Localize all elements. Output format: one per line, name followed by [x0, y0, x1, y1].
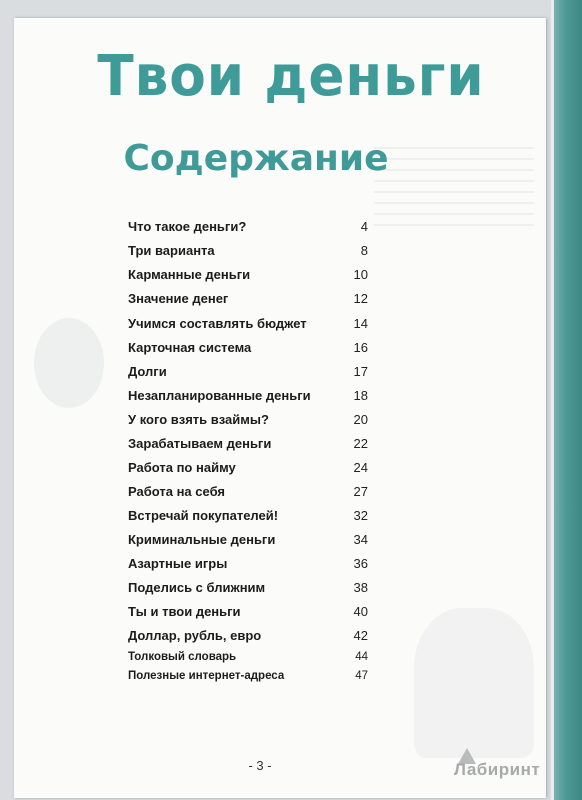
toc-entry[interactable]: [128, 604, 368, 626]
toc-entry-label: Карманные деньги: [128, 267, 251, 282]
toc-entry-page: 24: [353, 460, 368, 475]
toc-entry-page: 16: [353, 340, 368, 355]
toc-entry-page: 18: [353, 388, 368, 403]
toc-entry-page: 36: [353, 556, 368, 571]
bleed-through-shape: [414, 608, 534, 758]
toc-entry[interactable]: [128, 460, 368, 482]
toc-entry-page: 42: [353, 628, 368, 643]
toc-entry-label: Полезные интернет-адреса: [128, 670, 285, 682]
toc-entry[interactable]: [128, 340, 368, 362]
toc-entry-label: Значение денег: [128, 291, 229, 306]
toc-entry[interactable]: [128, 532, 368, 554]
toc-entry-page: 8: [360, 243, 368, 258]
book-binding: [552, 0, 582, 800]
toc-entry-page: 32: [353, 508, 368, 523]
toc-entry-page: 20: [353, 412, 368, 427]
toc-entry-label: Учимся составлять бюджет: [128, 316, 307, 331]
toc-entry-label: Незапланированные деньги: [128, 388, 311, 403]
toc-entry[interactable]: [128, 267, 368, 289]
toc-entry-label: Азартные игры: [128, 556, 228, 571]
toc-entry-label: Долги: [128, 364, 167, 379]
toc-entry-page: 10: [353, 267, 368, 282]
toc-entry[interactable]: [128, 580, 368, 602]
toc-entry-label: Толковый словарь: [128, 651, 237, 663]
toc-entry-label: Поделись с ближним: [128, 580, 266, 595]
toc-entry-label: Доллар, рубль, евро: [128, 628, 262, 643]
toc-entry-page: 14: [353, 316, 368, 331]
contents-heading: Содержание: [123, 138, 389, 179]
toc-entry-label: Зарабатываем деньги: [128, 436, 272, 451]
toc-entry-label: Ты и твои деньги: [128, 604, 241, 619]
toc-entry-label: Что такое деньги?: [128, 219, 247, 234]
toc-entry[interactable]: [128, 436, 368, 458]
toc-entry-label: Криминальные деньги: [128, 532, 276, 547]
toc-entry-page: 4: [360, 219, 368, 234]
toc-entry-label: У кого взять взаймы?: [128, 412, 269, 427]
toc-entry-page: 44: [355, 651, 368, 663]
toc-entry-label: Работа на себя: [128, 484, 226, 499]
toc-entry-page: 40: [353, 604, 368, 619]
toc-entry[interactable]: [128, 364, 368, 386]
bleed-through-shape: [34, 318, 104, 408]
toc-entry[interactable]: [128, 243, 368, 265]
toc-entry-label: Карточная система: [128, 340, 252, 355]
toc-entry[interactable]: [128, 628, 368, 650]
toc-entry-page: 34: [353, 532, 368, 547]
toc-entry[interactable]: [128, 484, 368, 506]
toc-entry-label: Работа по найму: [128, 460, 236, 475]
toc-entry-label: Встречай покупателей!: [128, 508, 279, 523]
toc-entry[interactable]: [128, 219, 368, 241]
toc-entry-page: 12: [353, 291, 368, 306]
toc-entry-page: 47: [355, 670, 368, 682]
toc-entry[interactable]: [128, 316, 368, 338]
toc-entry-page: 27: [353, 484, 368, 499]
page-number: - 3 -: [248, 758, 272, 773]
toc-entry-page: 17: [353, 364, 368, 379]
toc-entry-page: 38: [353, 580, 368, 595]
toc-entry[interactable]: [128, 388, 368, 410]
toc-entry[interactable]: [128, 508, 368, 530]
binding-edge: [551, 0, 554, 800]
watermark: Лабиринт: [454, 760, 541, 779]
toc-entry[interactable]: [128, 291, 368, 313]
toc-entry[interactable]: [128, 412, 368, 434]
toc-entry[interactable]: [128, 556, 368, 578]
toc-entry[interactable]: [128, 670, 368, 692]
book-title: Твои деньги: [97, 44, 485, 109]
toc-entry-page: 22: [353, 436, 368, 451]
toc-entry-label: Три варианта: [128, 243, 215, 258]
